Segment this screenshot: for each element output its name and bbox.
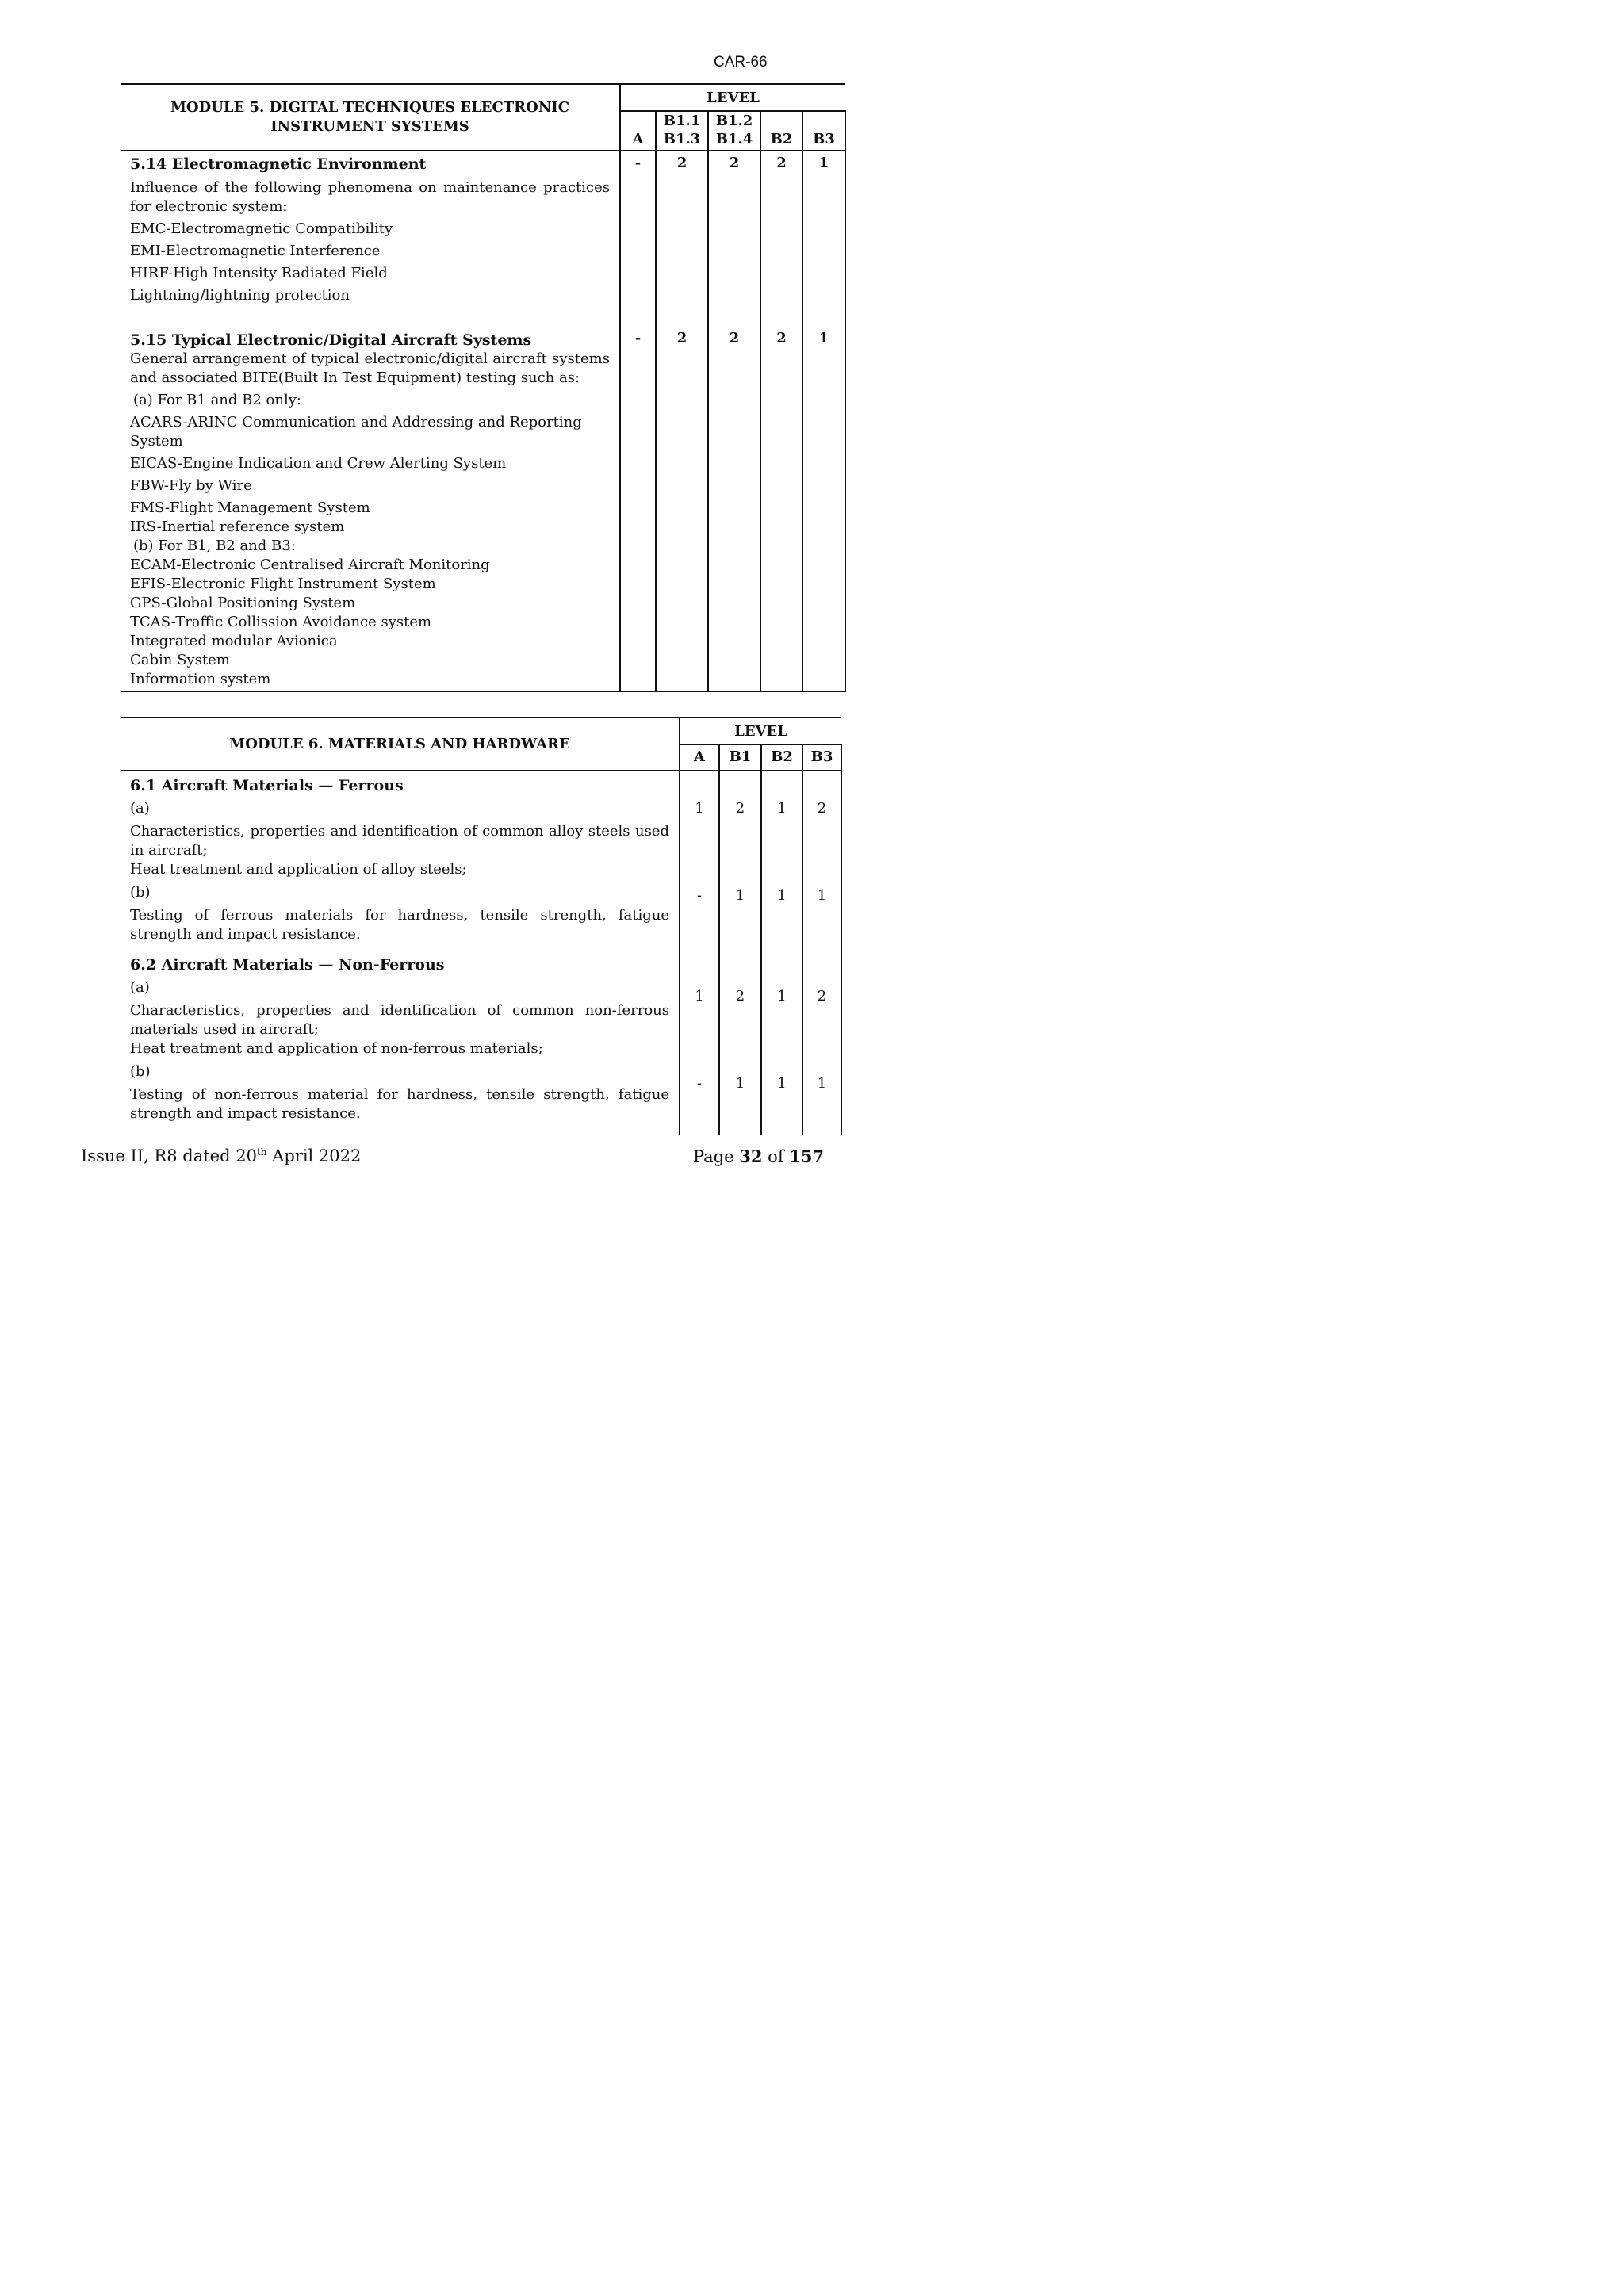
section-text: EICAS-Engine Indication and Crew Alerting System (130, 455, 507, 472)
level-cell-b2 (761, 771, 802, 1135)
section-heading-5-15: 5.15 Typical Electronic/Digital Aircraft Systems (130, 331, 532, 349)
section-text: FMS-Flight Management System (130, 499, 370, 516)
section-subheading: (a) For B1 and B2 only: (133, 392, 301, 408)
level-value: 2 (729, 155, 740, 171)
module6-level-header: LEVEL (680, 718, 841, 744)
section-text: Cabin System (130, 652, 230, 668)
section-text: GPS-Global Positioning System (130, 595, 356, 611)
level-cell-b1 (719, 771, 761, 1135)
module5-col-b12-b14: B1.2 B1.4 (708, 111, 760, 151)
module6-col-b2: B2 (761, 744, 802, 771)
section-text: TCAS-Traffic Collission Avoidance system (130, 614, 432, 630)
item-label: (b) (130, 1063, 151, 1080)
level-cell-a (680, 771, 719, 1135)
section-text: IRS-Inertial reference system (130, 519, 345, 535)
level-value: 2 (776, 330, 787, 346)
section-text: Characteristics, properties and identification of common alloy steels used in aircraft; (130, 823, 669, 859)
section-text: Testing of non-ferrous material for hardness, tensile strength, fatigue strength and impact resistance. (130, 1086, 669, 1122)
level-value: - (634, 330, 642, 346)
section-text: Characteristics, properties and identification of common non-ferrous materials used in aircraft; (130, 1002, 669, 1038)
level-value: 2 (676, 155, 688, 171)
level-value: 2 (817, 988, 827, 1004)
document-code: CAR-66 (714, 54, 768, 71)
section-heading-5-14: 5.14 Electromagnetic Environment (130, 155, 427, 173)
level-value: 2 (776, 155, 787, 171)
section-text: ACARS-ARINC Communication and Addressing and Reporting System (130, 414, 582, 450)
section-text: EMC-Electromagnetic Compatibility (130, 220, 393, 237)
item-label: (a) (130, 979, 150, 996)
level-value: 1 (735, 1075, 745, 1092)
issue-date: Issue II, R8 dated 20th April 2022 (81, 1146, 362, 1165)
level-value: 1 (817, 887, 827, 904)
section-text: ECAM-Electronic Centralised Aircraft Monitoring (130, 557, 490, 573)
module6-table (121, 717, 842, 1135)
level-cell-b11-b13 (656, 151, 708, 691)
level-value: 1 (695, 800, 704, 817)
module5-col-a: A (620, 111, 656, 151)
level-value: - (696, 887, 703, 904)
section-text: HIRF-High Intensity Radiated Field (130, 265, 388, 281)
level-value: 2 (735, 988, 745, 1004)
level-cell-a (620, 151, 656, 691)
level-value: 1 (695, 988, 704, 1004)
level-value: - (634, 155, 642, 171)
module6-col-b1: B1 (719, 744, 761, 771)
section-text: Information system (130, 671, 271, 687)
level-value: 2 (676, 330, 688, 346)
module6-content (121, 771, 680, 1135)
level-value: 1 (777, 988, 787, 1004)
section-text: Heat treatment and application of alloy steels; (130, 861, 467, 878)
level-value: 2 (729, 330, 740, 346)
level-value: 1 (818, 155, 829, 171)
page-number: Page 32 of 157 (693, 1146, 825, 1166)
level-value: 2 (735, 800, 745, 817)
level-value: 1 (777, 800, 787, 817)
section-text: General arrangement of typical electronic/digital aircraft systems and associated BITE(Built In Test Equipment) testing such as: (130, 350, 610, 386)
item-label: (a) (130, 800, 150, 817)
section-text: FBW-Fly by Wire (130, 477, 252, 494)
level-cell-b2 (760, 151, 802, 691)
level-value: 1 (777, 887, 787, 904)
section-heading-6-1: 6.1 Aircraft Materials — Ferrous (130, 777, 404, 794)
level-cell-b3 (802, 151, 845, 691)
level-cell-b12-b14 (708, 151, 760, 691)
level-value: 1 (817, 1075, 827, 1092)
level-value: 2 (817, 800, 827, 817)
module6-col-a: A (680, 744, 719, 771)
section-text: Integrated modular Avionica (130, 633, 338, 649)
module5-col-b2: B2 (760, 111, 802, 151)
level-value: 1 (777, 1075, 787, 1092)
module5-level-header: LEVEL (620, 84, 845, 111)
section-text: EMI-Electromagnetic Interference (130, 243, 381, 259)
level-cell-b3 (802, 771, 841, 1135)
section-text: EFIS-Electronic Flight Instrument System (130, 576, 436, 592)
section-text: Testing of ferrous materials for hardness, tensile strength, fatigue strength and impact resistance. (130, 907, 669, 943)
module6-title: MODULE 6. MATERIALS AND HARDWARE (121, 718, 680, 771)
module5-table (121, 83, 846, 692)
module5-col-b11-b13: B1.1 B1.3 (656, 111, 708, 151)
module5-content (121, 151, 620, 691)
item-label: (b) (130, 884, 151, 901)
level-value: - (696, 1075, 703, 1092)
level-value: 1 (735, 887, 745, 904)
section-text: Lightning/lightning protection (130, 287, 350, 304)
section-text: Heat treatment and application of non-ferrous materials; (130, 1040, 543, 1057)
section-text: Influence of the following phenomena on maintenance practices for electronic system: (130, 179, 610, 215)
module5-col-b3: B3 (802, 111, 845, 151)
section-heading-6-2: 6.2 Aircraft Materials — Non-Ferrous (130, 956, 445, 974)
module6-col-b3: B3 (802, 744, 841, 771)
section-subheading: (b) For B1, B2 and B3: (133, 538, 296, 554)
module5-title: MODULE 5. DIGITAL TECHNIQUES ELECTRONIC INSTRUMENT SYSTEMS (121, 84, 620, 151)
level-value: 1 (818, 330, 829, 346)
